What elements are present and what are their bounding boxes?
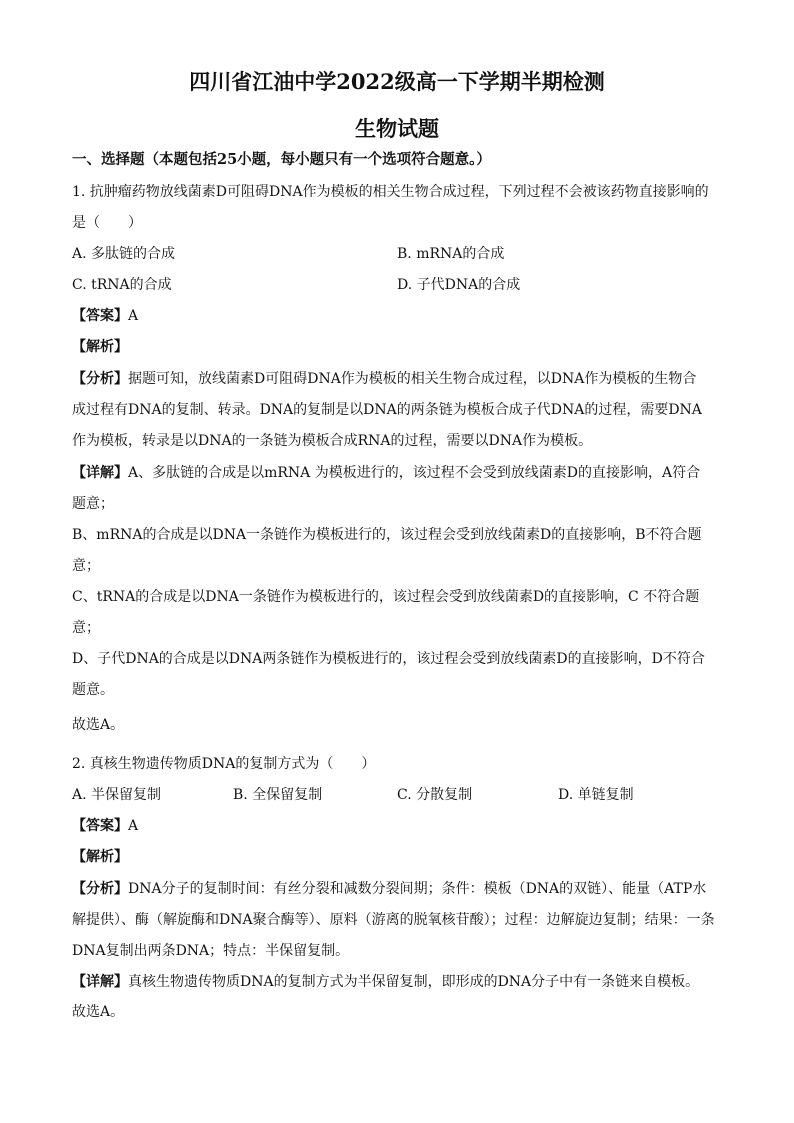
q1-xiangjie-c-line2: 意；	[72, 620, 100, 636]
q1-fenxi-text1: 据题可知，放线菌素D可阻碍DNA作为模板的相关生物合成过程，以DNA作为模板的生物合	[128, 371, 697, 387]
q1-option-c: C. tRNA的合成	[72, 277, 172, 293]
q2-answer	[72, 816, 732, 836]
q1-xiangjie-a-line2: 题意；	[72, 496, 114, 512]
q1-xiangjie-a-line1	[72, 463, 732, 483]
q2-fenxi-line3: DNA复制出两条DNA；特点：半保留复制。	[72, 943, 350, 959]
q2-fenxi-line1	[72, 879, 732, 899]
q1-fenxi-line1	[72, 369, 732, 389]
page-title: 四川省江油中学2022级高一下学期半期检测	[189, 69, 605, 94]
q1-option-b: B. mRNA的合成	[397, 246, 505, 262]
q1-analysis-label: 【解析】	[72, 339, 128, 355]
q1-answer-tag: 【答案】	[72, 308, 128, 324]
q1-answer-value: A	[128, 308, 139, 324]
q2-stem: 2. 真核生物遗传物质DNA的复制方式为（ ）	[72, 756, 376, 772]
q1-fenxi-line3: 作为模板，转录是以DNA的一条链为模板合成RNA的过程，需要以DNA作为模板。	[72, 433, 593, 449]
q1-xiangjie-a-text: A、多肽链的合成是以mRNA 为模板进行的，该过程不会受到放线菌素D的直接影响，A符合	[128, 465, 701, 481]
q2-fenxi-text1: DNA分子的复制时间：有丝分裂和减数分裂间期；条件：模板（DNA的双链）、能量（ATP水	[128, 881, 707, 897]
q1-analysis-tag	[72, 337, 732, 357]
q2-option-b: B. 全保留复制	[233, 787, 323, 803]
q1-xiangjie-d-line2: 题意。	[72, 682, 114, 698]
q2-answer-tag: 【答案】	[72, 818, 128, 834]
q2-analysis-label: 【解析】	[72, 849, 128, 865]
section-heading: 一、选择题（本题包括25小题，每小题只有一个选项符合题意。）	[72, 151, 491, 168]
page-subtitle: 生物试题	[355, 116, 439, 141]
q1-option-a: A. 多肽链的合成	[72, 246, 176, 262]
q2-fenxi-tag: 【分析】	[72, 881, 128, 897]
q1-xiangjie-d-line1: D、子代DNA的合成是以DNA两条链作为模板进行的，该过程会受到放线菌素D的直接影响，D不符合	[72, 651, 705, 667]
q2-xiangjie-tag: 【详解】	[72, 974, 128, 990]
q2-option-c: C. 分散复制	[397, 787, 473, 803]
q2-xiangjie-text: 真核生物遗传物质DNA的复制方式为半保留复制，即形成的DNA分子中有一条链来自模板。	[128, 974, 700, 990]
q1-xiangjie-tag: 【详解】	[72, 465, 128, 481]
q2-answer-value: A	[128, 818, 139, 834]
q1-xiangjie-b-line1: B、mRNA的合成是以DNA一条链作为模板进行的，该过程会受到放线菌素D的直接影响，B不符合题	[72, 527, 702, 543]
q2-xiangjie	[72, 972, 732, 992]
q2-fenxi-line2: 解提供）、酶（解旋酶和DNA聚合酶等）、原料（游离的脱氧核苷酸）；过程：边解旋边复制；结果：一条	[72, 912, 715, 928]
q1-xiangjie-b-line2: 意；	[72, 558, 100, 574]
q1-answer	[72, 306, 732, 326]
q1-option-d: D. 子代DNA的合成	[397, 277, 521, 293]
q2-analysis-tag	[72, 847, 732, 867]
q2-conclusion: 故选A。	[72, 1004, 125, 1020]
q1-fenxi-line2: 成过程有DNA的复制、转录。DNA的复制是以DNA的两条链为模板合成子代DNA的过程，需要DNA	[72, 402, 702, 418]
q1-conclusion: 故选A。	[72, 717, 125, 733]
q1-stem-line1: 1. 抗肿瘤药物放线菌素D可阻碍DNA作为模板的相关生物合成过程，下列过程不会被该药物直接影响的	[72, 184, 709, 200]
q2-option-d: D. 单链复制	[558, 787, 634, 803]
q1-xiangjie-c-line1: C、tRNA的合成是以DNA一条链作为模板进行的，该过程会受到放线菌素D的直接影响，C 不符合题	[72, 589, 700, 605]
q1-fenxi-tag: 【分析】	[72, 371, 128, 387]
q2-option-a: A. 半保留复制	[72, 787, 162, 803]
q1-stem-line2: 是（ ）	[72, 215, 142, 231]
